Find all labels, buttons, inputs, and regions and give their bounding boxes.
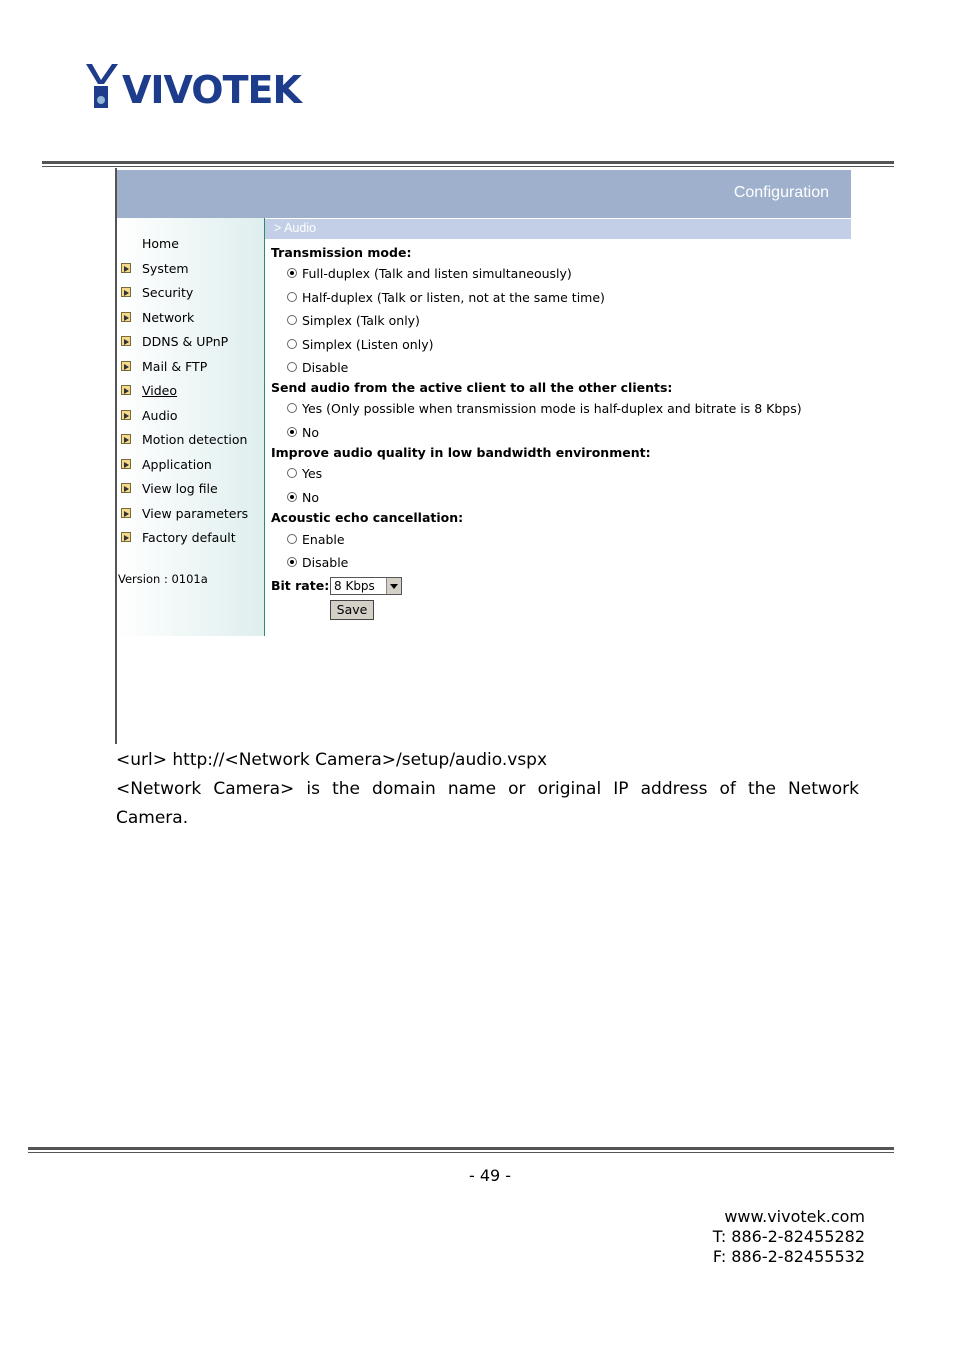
sidebar-item-label: DDNS & UPnP	[142, 334, 229, 349]
arrow-right-icon	[121, 312, 131, 322]
sidebar-item-label: Security	[142, 285, 194, 300]
configuration-title: Configuration	[733, 184, 829, 201]
arrow-right-icon	[121, 410, 131, 420]
arrow-right-icon	[121, 483, 131, 493]
improve-quality-heading: Improve audio quality in low bandwidth environment:	[271, 445, 651, 460]
arrow-right-icon	[121, 361, 131, 371]
description-line-1: <Network Camera> is the domain name or original IP address of the Network	[116, 779, 859, 799]
sidebar-item-label: Application	[142, 456, 212, 472]
phone-number: T: 886-2-82455282	[712, 1227, 865, 1246]
arrow-right-icon	[121, 508, 131, 518]
arrow-right-icon	[121, 287, 131, 297]
description-line-2: Camera.	[116, 808, 189, 828]
sidebar	[117, 218, 264, 636]
radio-button[interactable]	[287, 362, 297, 372]
chevron-down-icon[interactable]	[386, 578, 401, 594]
website-link[interactable]: www.vivotek.com	[724, 1207, 865, 1226]
header-rule	[42, 161, 894, 167]
send-audio-heading: Send audio from the active client to all the other clients:	[271, 380, 673, 395]
sidebar-item-label: Mail & FTP	[142, 358, 208, 374]
transmission-mode-heading: Transmission mode:	[271, 245, 412, 260]
bit-rate-select[interactable]	[330, 577, 402, 595]
radio-label: Simplex (Listen only)	[302, 337, 434, 352]
radio-label: Enable	[302, 532, 345, 547]
sidebar-item-label: View parameters	[142, 505, 249, 521]
footer-rule	[28, 1147, 894, 1153]
radio-button[interactable]	[287, 534, 297, 544]
radio-label: Yes (Only possible when transmission mode is half-duplex and bitrate is 8 Kbps)	[302, 401, 802, 416]
radio-label: Disable	[302, 360, 349, 375]
fax-number: F: 886-2-82455532	[712, 1247, 865, 1266]
arrow-right-icon	[121, 459, 131, 469]
bit-rate-value: 8 Kbps	[334, 579, 375, 593]
radio-label: Yes	[302, 466, 323, 481]
page-number: - 49 -	[468, 1166, 512, 1185]
sidebar-item-label: Audio	[142, 407, 178, 423]
arrow-right-icon	[121, 263, 131, 273]
radio-label: Full-duplex (Talk and listen simultaneously)	[302, 266, 572, 281]
radio-button[interactable]	[287, 403, 297, 413]
arrow-right-icon	[121, 532, 131, 542]
url-line: <url> http://<Network Camera>/setup/audio.vspx	[116, 750, 548, 770]
sidebar-item-label: View log file	[142, 481, 218, 496]
vivotek-logo	[84, 62, 301, 114]
contact-info	[713, 1207, 865, 1267]
radio-label: Half-duplex (Talk or listen, not at the same time)	[302, 290, 605, 305]
radio-label: Disable	[302, 555, 349, 570]
version-label: Version : 0101a	[118, 572, 208, 586]
audio-form	[265, 240, 851, 640]
sidebar-item-label: Network	[142, 309, 195, 325]
arrow-right-icon	[121, 336, 131, 346]
radio-button[interactable]	[287, 315, 297, 325]
arrow-right-icon	[121, 434, 131, 444]
section-title: > Audio	[274, 221, 317, 235]
radio-button[interactable]	[287, 268, 297, 278]
sidebar-item-label: Factory default	[142, 530, 236, 545]
arrow-right-icon	[121, 385, 131, 395]
bit-rate-label: Bit rate:	[271, 578, 330, 593]
radio-button[interactable]	[287, 557, 297, 567]
radio-button[interactable]	[287, 427, 297, 437]
sidebar-item-label: System	[142, 260, 189, 276]
radio-label: Simplex (Talk only)	[302, 313, 420, 328]
sidebar-item-label: Video	[142, 383, 178, 398]
radio-label: No	[302, 490, 319, 505]
logo-text: VIVOTEK	[122, 68, 301, 112]
echo-cancellation-heading: Acoustic echo cancellation:	[271, 510, 464, 525]
section-bar	[265, 219, 851, 239]
radio-button[interactable]	[287, 339, 297, 349]
camera-logo-icon	[84, 62, 124, 114]
configuration-banner	[117, 170, 851, 218]
radio-button[interactable]	[287, 492, 297, 502]
radio-button[interactable]	[287, 468, 297, 478]
save-button[interactable]: Save	[330, 600, 374, 620]
radio-label: No	[302, 425, 319, 440]
sidebar-item-label: Motion detection	[142, 432, 248, 447]
sidebar-item-label: Home	[142, 236, 179, 251]
radio-button[interactable]	[287, 292, 297, 302]
